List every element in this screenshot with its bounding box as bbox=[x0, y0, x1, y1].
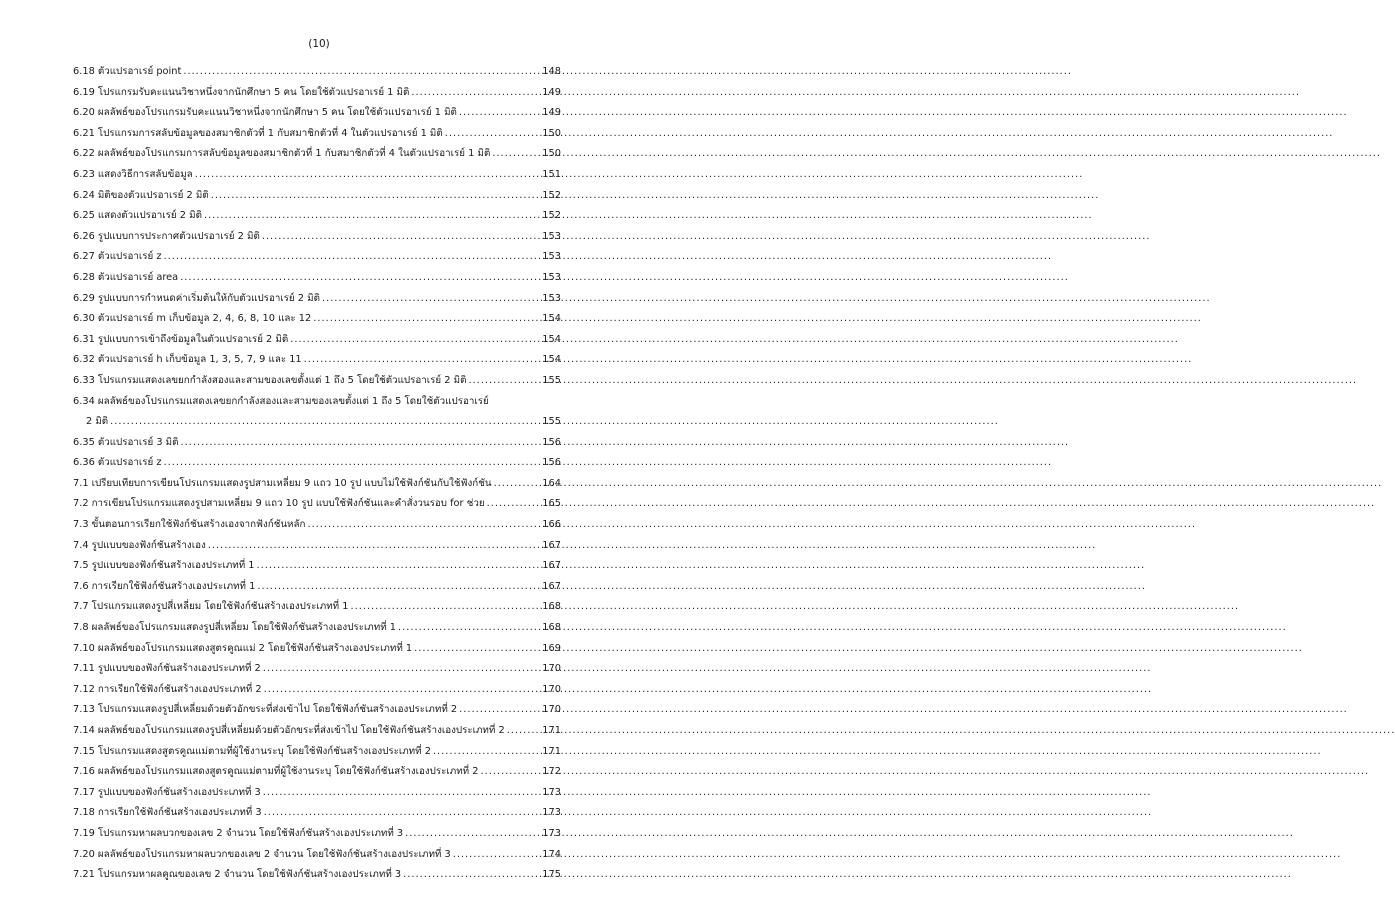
entry-title: การเขียนโปรแกรมแสดงรูปสามเหลี่ยม 9 แถว 10 รูป แบบใช้ฟังก์ชันและคำสั่งวนรอบ for ช่วย bbox=[91, 498, 485, 510]
entry-title: โปรแกรมหาผลคูณของเลข 2 จำนวน โดยใช้ฟังก์ชันสร้างเองประเภทที่ 3 bbox=[97, 869, 402, 881]
dot-leader bbox=[257, 556, 541, 577]
entry-number: 7.19 bbox=[73, 827, 95, 839]
toc-entry bbox=[73, 350, 561, 371]
dot-leader bbox=[180, 268, 540, 289]
dot-leader bbox=[304, 350, 541, 371]
dot-leader bbox=[494, 474, 541, 495]
entry-number: 7.10 bbox=[73, 642, 95, 654]
toc-entry bbox=[73, 206, 561, 227]
entry-page-number: 172 bbox=[542, 766, 561, 778]
entry-title: ผลลัพธ์ของโปรแกรมแสดงเลขยกกำลังสองและสามของเลขตั้งแต่ 1 ถึง 5 โดยใช้ตัวแปรอาเรย์ bbox=[97, 395, 489, 407]
entry-title: ผลลัพธ์ของโปรแกรมแสดงรูปสี่เหลี่ยมด้วยตัวอักขระที่ส่งเข้าไป โดยใช้ฟังก์ชันสร้างเองประเภทที่ 2 bbox=[97, 725, 505, 736]
toc-entry bbox=[73, 803, 561, 824]
table-of-figures bbox=[73, 62, 561, 886]
dot-leader bbox=[263, 783, 541, 804]
dot-leader bbox=[181, 433, 541, 454]
toc-entry bbox=[73, 845, 561, 866]
entry-number: 6.26 bbox=[73, 230, 95, 242]
entry-title: มิติของตัวแปรอาเรย์ 2 มิติ bbox=[97, 189, 209, 201]
entry-number: 6.23 bbox=[73, 168, 95, 180]
toc-entry bbox=[73, 309, 561, 330]
entry-number: 6.19 bbox=[73, 86, 95, 98]
dot-leader bbox=[204, 206, 540, 227]
entry-title: ผลลัพธ์ของโปรแกรมแสดงรูปสี่เหลี่ยม โดยใช้ฟังก์ชันสร้างเองประเภทที่ 1 bbox=[91, 622, 397, 634]
toc-entry bbox=[73, 783, 561, 804]
entry-page-number: 150 bbox=[542, 127, 561, 139]
entry-page-number: 152 bbox=[542, 189, 561, 201]
toc-entry bbox=[73, 433, 561, 454]
entry-page-number: 154 bbox=[542, 333, 561, 345]
toc-entry bbox=[73, 515, 561, 536]
dot-leader bbox=[264, 803, 541, 824]
entry-number: 7.17 bbox=[73, 786, 95, 798]
entry-page-number: 171 bbox=[542, 725, 561, 736]
toc-entry bbox=[73, 227, 561, 248]
toc-entry bbox=[73, 165, 561, 186]
toc-entry bbox=[73, 494, 561, 515]
entry-title: ตัวแปรอาเรย์ m เก็บข้อมูล 2, 4, 6, 8, 10 และ 12 bbox=[97, 313, 312, 325]
dot-leader bbox=[183, 62, 540, 83]
entry-number: 6.25 bbox=[73, 210, 95, 222]
entry-page-number: 166 bbox=[542, 519, 561, 531]
toc-entry bbox=[73, 412, 561, 433]
toc-entry bbox=[73, 556, 561, 577]
entry-page-number: 156 bbox=[542, 457, 561, 469]
dot-leader bbox=[163, 247, 540, 268]
entry-title: โปรแกรมรับคะแนนวิชาหนึ่งจากนักศึกษา 5 คน โดยใช้ตัวแปรอาเรย์ 1 มิติ bbox=[97, 86, 410, 98]
toc-entry bbox=[73, 597, 561, 618]
entry-page-number: 173 bbox=[542, 827, 561, 839]
toc-entry bbox=[73, 865, 561, 886]
entry-page-number: 167 bbox=[542, 560, 561, 572]
entry-page-number: 154 bbox=[542, 313, 561, 325]
entry-page-number: 152 bbox=[542, 210, 561, 222]
dot-leader bbox=[211, 186, 541, 207]
entry-title: รูปแบบของฟังก์ชันสร้างเองประเภทที่ 3 bbox=[97, 786, 261, 798]
toc-entry bbox=[73, 124, 561, 145]
dot-leader bbox=[263, 659, 541, 680]
entry-number: 7.18 bbox=[73, 807, 95, 819]
entry-page-number: 149 bbox=[542, 107, 561, 119]
entry-page-number: 154 bbox=[542, 354, 561, 366]
entry-page-number: 170 bbox=[542, 663, 561, 675]
entry-number: 6.22 bbox=[73, 148, 95, 160]
entry-title: รูปแบบของฟังก์ชันสร้างเองประเภทที่ 1 bbox=[91, 560, 255, 572]
dot-leader bbox=[481, 762, 541, 783]
entry-title: แสดงตัวแปรอาเรย์ 2 มิติ bbox=[97, 210, 202, 222]
document-page bbox=[0, 0, 638, 903]
entry-number: 6.34 bbox=[73, 395, 95, 407]
toc-entry bbox=[73, 762, 561, 783]
entry-title: แสดงวิธีการสลับข้อมูล bbox=[97, 168, 193, 180]
entry-title: โปรแกรมแสดงรูปสี่เหลี่ยม โดยใช้ฟังก์ชันสร้างเองประเภทที่ 1 bbox=[91, 601, 349, 613]
entry-number: 7.11 bbox=[73, 663, 95, 675]
toc-entry bbox=[73, 824, 561, 845]
toc-entry bbox=[73, 618, 561, 639]
entry-number: 6.18 bbox=[73, 66, 95, 77]
dot-leader bbox=[290, 330, 540, 351]
entry-number: 6.35 bbox=[73, 436, 95, 448]
toc-entry bbox=[73, 659, 561, 680]
dot-leader bbox=[459, 700, 540, 721]
toc-entry bbox=[73, 680, 561, 701]
toc-entry bbox=[73, 577, 561, 598]
toc-entry bbox=[73, 103, 561, 124]
entry-number: 6.32 bbox=[73, 354, 95, 366]
entry-page-number: 170 bbox=[542, 704, 561, 716]
toc-entry bbox=[73, 474, 561, 495]
toc-entry bbox=[73, 268, 561, 289]
dot-leader bbox=[459, 103, 540, 124]
entry-page-number: 169 bbox=[542, 642, 561, 654]
entry-title: การเรียกใช้ฟังก์ชันสร้างเองประเภทที่ 1 bbox=[91, 580, 256, 592]
entry-number: 7.21 bbox=[73, 869, 95, 881]
dot-leader bbox=[468, 371, 540, 392]
entry-title: โปรแกรมแสดงรูปสี่เหลี่ยมด้วยตัวอักขระที่ส่งเข้าไป โดยใช้ฟังก์ชันสร้างเองประเภทที่ 2 bbox=[97, 704, 458, 716]
entry-title: ตัวแปรอาเรย์ z bbox=[97, 251, 162, 263]
entry-page-number: 171 bbox=[542, 745, 561, 757]
entry-number: 6.27 bbox=[73, 251, 95, 263]
entry-number: 7.20 bbox=[73, 848, 95, 860]
page-number: (10) bbox=[308, 38, 330, 50]
entry-title: ตัวแปรอาเรย์ point bbox=[97, 66, 182, 77]
entry-page-number: 168 bbox=[542, 601, 561, 613]
dot-leader bbox=[307, 515, 540, 536]
entry-page-number: 167 bbox=[542, 539, 561, 551]
dot-leader bbox=[411, 83, 540, 104]
entry-number: 7.7 bbox=[73, 601, 89, 613]
entry-number: 7.6 bbox=[73, 580, 89, 592]
dot-leader bbox=[313, 309, 540, 330]
dot-leader bbox=[195, 165, 541, 186]
entry-number: 7.1 bbox=[73, 477, 89, 489]
entry-title: ตัวแปรอาเรย์ h เก็บข้อมูล 1, 3, 5, 7, 9 และ 11 bbox=[97, 354, 302, 366]
toc-entry bbox=[73, 453, 561, 474]
entry-page-number: 153 bbox=[542, 292, 561, 304]
entry-number: 7.8 bbox=[73, 622, 89, 634]
entry-page-number: 155 bbox=[542, 416, 561, 428]
entry-page-number: 167 bbox=[542, 580, 561, 592]
dot-leader bbox=[350, 597, 540, 618]
toc-entry bbox=[73, 536, 561, 557]
toc-entry bbox=[73, 700, 561, 721]
entry-number: 7.13 bbox=[73, 704, 95, 716]
entry-number: 7.14 bbox=[73, 725, 95, 736]
dot-leader bbox=[445, 124, 541, 145]
toc-entry bbox=[73, 186, 561, 207]
entry-title: รูปแบบการประกาศตัวแปรอาเรย์ 2 มิติ bbox=[97, 230, 260, 242]
entry-number: 6.31 bbox=[73, 333, 95, 345]
entry-number: 6.28 bbox=[73, 271, 95, 283]
entry-page-number: 153 bbox=[542, 230, 561, 242]
dot-leader bbox=[414, 639, 540, 660]
entry-title: ผลลัพธ์ของโปรแกรมแสดงสูตรคูณแม่ตามที่ผู้ใช้งานระบุ โดยใช้ฟังก์ชันสร้างเองประเภทที่ 2 bbox=[97, 766, 479, 778]
entry-title: การเรียกใช้ฟังก์ชันสร้างเองประเภทที่ 3 bbox=[97, 807, 262, 819]
entry-page-number: 156 bbox=[542, 436, 561, 448]
entry-page-number: 174 bbox=[542, 848, 561, 860]
entry-page-number: 155 bbox=[542, 374, 561, 386]
entry-page-number: 168 bbox=[542, 622, 561, 634]
dot-leader bbox=[507, 721, 541, 742]
entry-number: 6.33 bbox=[73, 374, 95, 386]
entry-page-number: 149 bbox=[542, 86, 561, 98]
entry-title: รูปแบบของฟังก์ชันสร้างเอง bbox=[91, 539, 206, 551]
toc-entry bbox=[73, 392, 561, 413]
entry-title: โปรแกรมแสดงสูตรคูณแม่ตามที่ผู้ใช้งานระบุ โดยใช้ฟังก์ชันสร้างเองประเภทที่ 2 bbox=[97, 745, 431, 757]
entry-title: ผลลัพธ์ของโปรแกรมรับคะแนนวิชาหนึ่งจากนักศึกษา 5 คน โดยใช้ตัวแปรอาเรย์ 1 มิติ bbox=[97, 107, 457, 119]
entry-page-number: 153 bbox=[542, 271, 561, 283]
dot-leader bbox=[487, 494, 541, 515]
entry-title: ตัวแปรอาเรย์ z bbox=[97, 457, 162, 469]
entry-title: ผลลัพธ์ของโปรแกรมหาผลบวกของเลข 2 จำนวน โดยใช้ฟังก์ชันสร้างเองประเภทที่ 3 bbox=[97, 848, 451, 860]
toc-entry bbox=[73, 247, 561, 268]
entry-title: ตัวแปรอาเรย์ area bbox=[97, 271, 179, 283]
entry-number: 6.29 bbox=[73, 292, 95, 304]
entry-title: โปรแกรมหาผลบวกของเลข 2 จำนวน โดยใช้ฟังก์ชันสร้างเองประเภทที่ 3 bbox=[97, 827, 404, 839]
entry-page-number: 170 bbox=[542, 683, 561, 695]
entry-number: 7.16 bbox=[73, 766, 95, 778]
dot-leader bbox=[433, 742, 540, 763]
entry-title: ผลลัพธ์ของโปรแกรมแสดงสูตรคูณแม่ 2 โดยใช้ฟังก์ชันสร้างเองประเภทที่ 1 bbox=[97, 642, 413, 654]
toc-entry bbox=[73, 62, 561, 83]
dot-leader bbox=[405, 824, 540, 845]
entry-title: โปรแกรมการสลับข้อมูลของสมาชิกตัวที่ 1 กับสมาชิกตัวที่ 4 ในตัวแปรอาเรย์ 1 มิติ bbox=[97, 127, 443, 139]
entry-title: การเรียกใช้ฟังก์ชันสร้างเองประเภทที่ 2 bbox=[97, 683, 262, 695]
entry-page-number: 150 bbox=[542, 148, 561, 160]
entry-page-number: 165 bbox=[542, 498, 561, 510]
toc-entry bbox=[73, 721, 561, 742]
entry-number: 7.12 bbox=[73, 683, 95, 695]
entry-title: รูปแบบของฟังก์ชันสร้างเองประเภทที่ 2 bbox=[97, 663, 261, 675]
entry-number: 6.36 bbox=[73, 457, 95, 469]
entry-page-number: 151 bbox=[542, 168, 561, 180]
entry-title: ขั้นตอนการเรียกใช้ฟังก์ชันสร้างเองจากฟังก์ชันหลัก bbox=[91, 519, 306, 531]
entry-page-number: 148 bbox=[542, 66, 561, 77]
dot-leader bbox=[492, 144, 540, 165]
dot-leader bbox=[264, 680, 541, 701]
toc-entry bbox=[73, 144, 561, 165]
entry-number: 7.3 bbox=[73, 519, 89, 531]
toc-entry bbox=[73, 371, 561, 392]
entry-number: 7.2 bbox=[73, 498, 89, 510]
entry-title: โปรแกรมแสดงเลขยกกำลังสองและสามของเลขตั้งแต่ 1 ถึง 5 โดยใช้ตัวแปรอาเรย์ 2 มิติ bbox=[97, 374, 467, 386]
entry-number: 6.20 bbox=[73, 107, 95, 119]
entry-page-number: 173 bbox=[542, 786, 561, 798]
entry-page-number: 173 bbox=[542, 807, 561, 819]
entry-title: ตัวแปรอาเรย์ 3 มิติ bbox=[97, 436, 179, 448]
dot-leader bbox=[453, 845, 541, 866]
entry-number: 6.21 bbox=[73, 127, 95, 139]
dot-leader bbox=[257, 577, 540, 598]
entry-page-number: 175 bbox=[542, 869, 561, 881]
entry-page-number: 164 bbox=[542, 477, 561, 489]
toc-entry bbox=[73, 639, 561, 660]
entry-title: รูปแบบการเข้าถึงข้อมูลในตัวแปรอาเรย์ 2 มิติ bbox=[97, 333, 289, 345]
dot-leader bbox=[262, 227, 540, 248]
toc-entry bbox=[73, 330, 561, 351]
dot-leader bbox=[403, 865, 540, 886]
dot-leader bbox=[398, 618, 540, 639]
entry-title: ผลลัพธ์ของโปรแกรมการสลับข้อมูลของสมาชิกตัวที่ 1 กับสมาชิกตัวที่ 4 ในตัวแปรอาเรย์ 1 มิติ bbox=[97, 148, 491, 160]
toc-entry bbox=[73, 289, 561, 310]
entry-page-number: 153 bbox=[542, 251, 561, 263]
dot-leader bbox=[208, 536, 541, 557]
entry-number: 7.5 bbox=[73, 560, 89, 572]
dot-leader bbox=[322, 289, 540, 310]
dot-leader bbox=[163, 453, 540, 474]
entry-number: 6.30 bbox=[73, 313, 95, 325]
entry-title: รูปแบบการกำหนดค่าเริ่มต้นให้กับตัวแปรอาเรย์ 2 มิติ bbox=[97, 292, 320, 304]
toc-entry bbox=[73, 83, 561, 104]
dot-leader bbox=[110, 412, 540, 433]
entry-number: 6.24 bbox=[73, 189, 95, 201]
entry-number: 7.4 bbox=[73, 539, 89, 551]
toc-entry bbox=[73, 742, 561, 763]
entry-title: 2 มิติ bbox=[86, 416, 109, 428]
entry-number: 7.15 bbox=[73, 745, 95, 757]
entry-title: เปรียบเทียบการเขียนโปรแกรมแสดงรูปสามเหลี่ยม 9 แถว 10 รูป แบบไม่ใช้ฟังก์ชันกับใช้ฟังก์ชัน bbox=[91, 477, 492, 489]
